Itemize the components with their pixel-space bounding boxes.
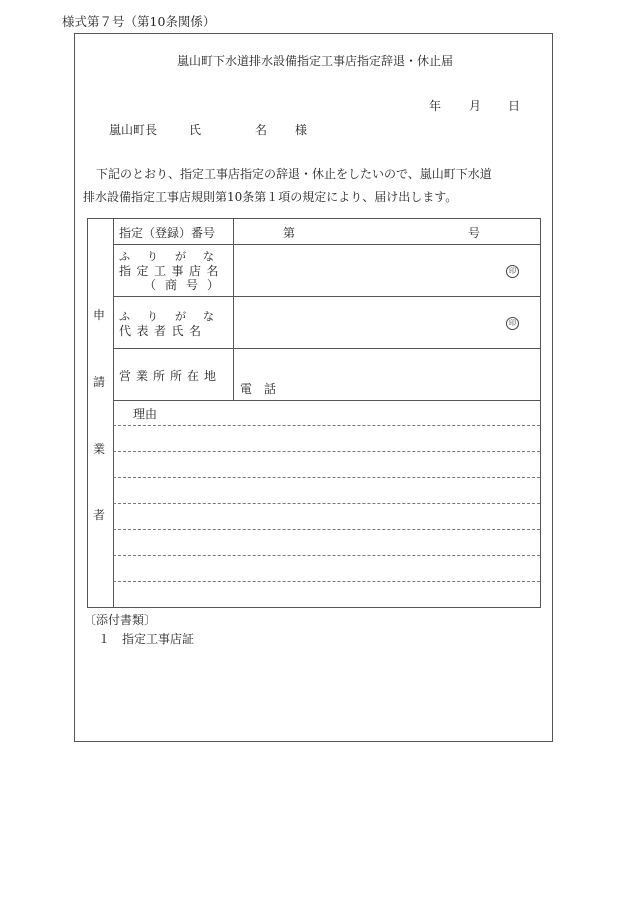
seal-mark-representative: 印 bbox=[506, 317, 519, 330]
addressee-mayor: 嵐山町長 bbox=[109, 123, 158, 137]
reason-line bbox=[113, 503, 540, 504]
rep-label: 代表者氏名 bbox=[119, 324, 207, 338]
date-month: 月 bbox=[469, 99, 482, 113]
attachment-number: １ bbox=[98, 632, 111, 646]
date-year: 年 bbox=[429, 99, 442, 113]
reg-number-dai: 第 bbox=[283, 226, 296, 240]
row-divider bbox=[113, 244, 541, 245]
applicant-column-divider bbox=[113, 218, 114, 608]
applicant-char: 申 bbox=[93, 308, 106, 322]
addressee-shi: 氏 bbox=[189, 123, 202, 137]
reason-label: 理由 bbox=[133, 407, 158, 421]
attachments-heading: 〔添付書類〕 bbox=[84, 613, 157, 627]
body-text-line1: 下記のとおり、指定工事店指定の辞退・休止をしたいので、嵐山町下水道 bbox=[96, 167, 492, 181]
label-column-divider bbox=[233, 218, 234, 400]
row-divider bbox=[113, 400, 541, 401]
reason-line bbox=[113, 451, 540, 452]
body-text-line2: 排水設備指定工事店規則第10条第１項の規定により、届け出します。 bbox=[83, 190, 458, 204]
reason-line bbox=[113, 425, 540, 426]
rep-furigana: ふりがな bbox=[119, 310, 231, 323]
applicant-char: 者 bbox=[93, 508, 106, 522]
reason-line bbox=[113, 581, 540, 582]
attachment-item: 指定工事店証 bbox=[122, 632, 195, 646]
form-number: 様式第７号（第10条関係） bbox=[62, 14, 216, 29]
reason-line bbox=[113, 477, 540, 478]
applicant-char: 業 bbox=[93, 442, 106, 456]
reason-line bbox=[113, 529, 540, 530]
contractor-label: 指定工事店名 bbox=[119, 264, 225, 278]
seal-mark-contractor: 印 bbox=[506, 265, 519, 278]
form-title: 嵐山町下水道排水設備指定工事店指定辞退・休止届 bbox=[176, 54, 453, 68]
reason-line bbox=[113, 555, 540, 556]
reg-number-go: 号 bbox=[468, 226, 481, 240]
reg-number-label: 指定（登録）番号 bbox=[119, 226, 216, 240]
addressee-mei: 名 bbox=[255, 123, 268, 137]
row-divider bbox=[113, 348, 541, 349]
contractor-furigana-text: ふりがな bbox=[119, 250, 231, 263]
trade-name-label: （商号） bbox=[144, 278, 229, 292]
applicant-char: 請 bbox=[93, 375, 106, 389]
phone-label: 電 話 bbox=[240, 382, 277, 396]
date-day: 日 bbox=[508, 99, 521, 113]
addressee-sama: 様 bbox=[295, 123, 308, 137]
address-label: 営業所所在地 bbox=[119, 369, 222, 383]
row-divider bbox=[113, 296, 541, 297]
